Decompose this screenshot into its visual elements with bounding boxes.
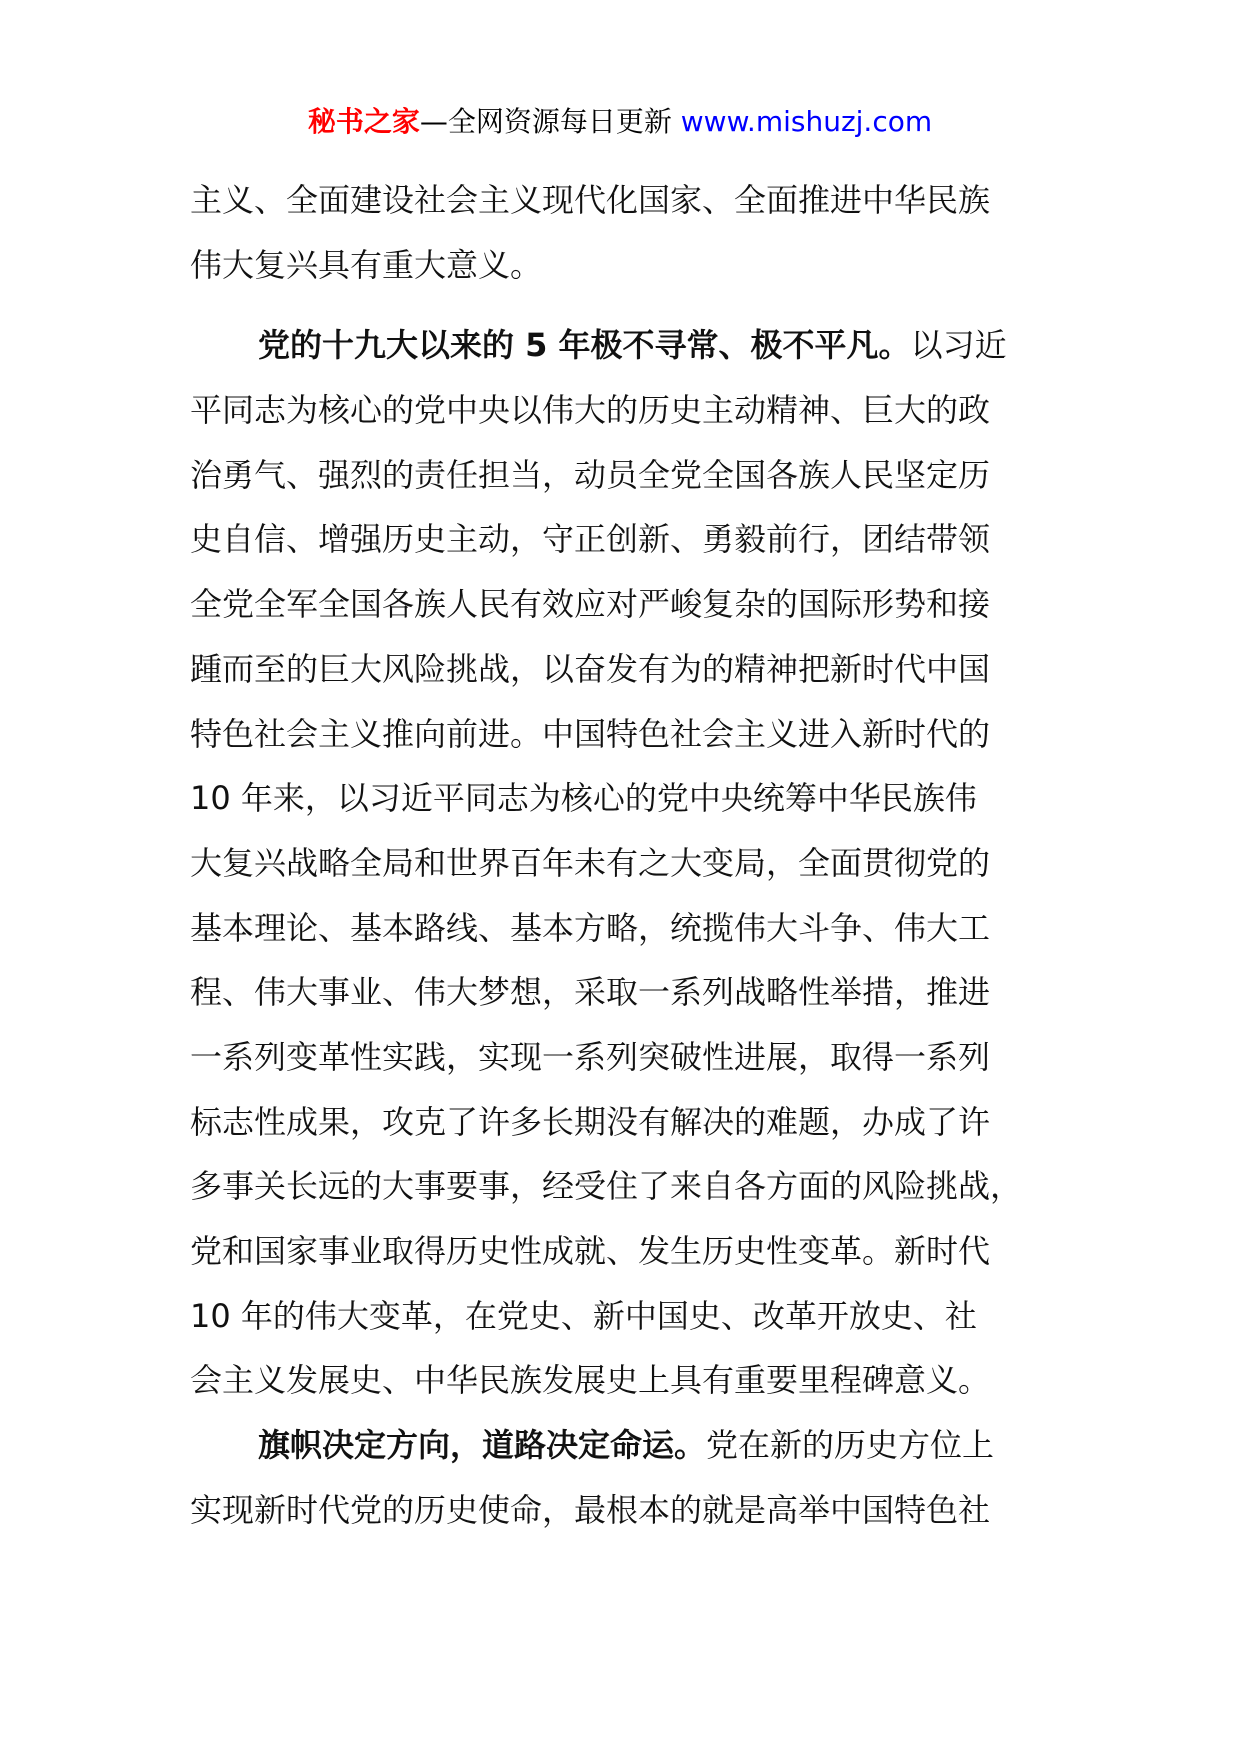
site-url[interactable]: www.mishuzj.com (680, 105, 933, 138)
text-line: 会主义发展史、中华民族发展史上具有重要里程碑意义。 (190, 1361, 991, 1400)
text-line: 基本理论、基本路线、基本方略，统揽伟大斗争、伟大工 (190, 908, 991, 947)
text-line: 一系列变革性实践，实现一系列突破性进展，取得一系列 (190, 1037, 991, 1076)
text-line: 平同志为核心的党中央以伟大的历史主动精神、巨大的政 (190, 391, 991, 430)
document-body (190, 168, 1070, 1542)
text-line (190, 313, 1070, 378)
page-header (0, 102, 1240, 142)
text-line: 史自信、增强历史主动，守正创新、勇毅前行，团结带领 (190, 520, 991, 559)
text-line (190, 1413, 1070, 1478)
text-line: 程、伟大事业、伟大梦想，采取一系列战略性举措，推进 (190, 973, 991, 1012)
paragraph (190, 313, 1070, 1413)
text-line: 实现新时代党的历史使命，最根本的就是高举中国特色社 (190, 1490, 991, 1529)
text-line: 10 年来，以习近平同志为核心的党中央统筹中华民族伟 (190, 779, 977, 818)
text-line: 10 年的伟大变革，在党史、新中国史、改革开放史、社 (190, 1296, 977, 1335)
text-line: 主义、全面建设社会主义现代化国家、全面推进中华民族 (190, 181, 991, 219)
header-tagline: —全网资源每日更新 (419, 105, 681, 138)
paragraph-lead: 旗帜决定方向，道路决定命运。 (258, 1426, 707, 1465)
text-line: 伟大复兴具有重大意义。 (190, 245, 543, 284)
paragraph (190, 1413, 1070, 1542)
text-line: 党和国家事业取得历史性成就、发生历史性变革。新时代 (190, 1232, 991, 1270)
paragraph (190, 168, 1070, 297)
paragraph-text: 以习近 (910, 326, 1007, 365)
text-line: 大复兴战略全局和世界百年未有之大变局，全面贯彻党的 (190, 843, 991, 882)
text-line: 踵而至的巨大风险挑战，以奋发有为的精神把新时代中国 (190, 649, 991, 688)
brand-name: 秘书之家 (307, 105, 420, 138)
text-line: 治勇气、强烈的责任担当，动员全党全国各族人民坚定历 (190, 455, 991, 494)
text-line: 特色社会主义推向前进。中国特色社会主义进入新时代的 (190, 714, 991, 753)
text-line: 全党全军全国各族人民有效应对严峻复杂的国际形势和接 (190, 585, 991, 624)
text-line: 标志性成果，攻克了许多长期没有解决的难题，办成了许 (190, 1102, 991, 1141)
text-line: 多事关长远的大事要事，经受住了来自各方面的风险挑战， (190, 1167, 1023, 1206)
paragraph-lead: 党的十九大以来的 5 年极不寻常、极不平凡。 (258, 326, 911, 365)
paragraph-text: 党在新的历史方位上 (706, 1426, 995, 1465)
